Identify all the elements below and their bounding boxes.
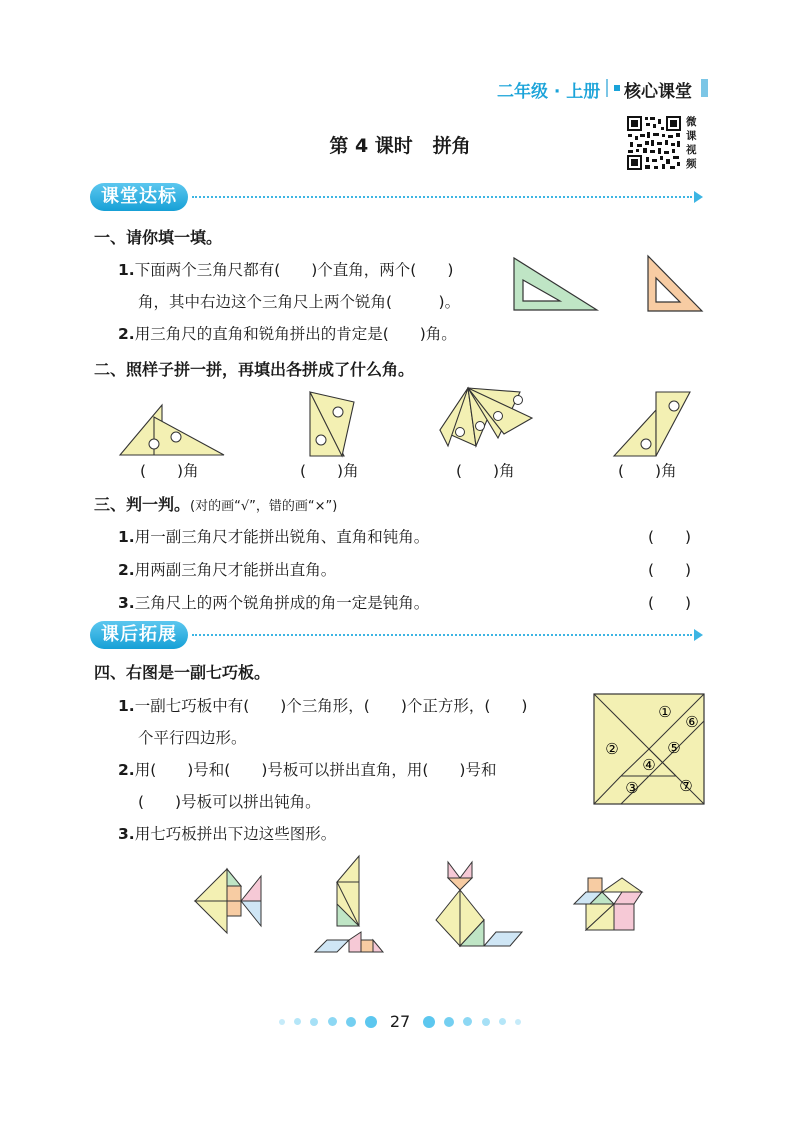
banner-practice — [90, 183, 710, 211]
footer-dot-icon — [294, 1018, 301, 1025]
banner-dotted-line — [192, 634, 692, 636]
footer-dot-icon — [423, 1016, 435, 1028]
header-bullet — [614, 85, 620, 91]
footer-dot-icon — [365, 1016, 377, 1028]
banner-dotted-line — [192, 196, 692, 198]
angle-figure-2 — [306, 390, 358, 460]
part3-item-3: 3.三角尺上的两个锐角拼成的角一定是钝角。 — [118, 594, 430, 612]
lesson-number: 第 4 课时 — [329, 135, 413, 157]
set-square-orange — [645, 254, 705, 314]
banner-practice-label: 课堂达标 — [90, 183, 188, 211]
part4-q1-line2: 个平行四边形。 — [138, 729, 247, 747]
footer-dot-icon — [279, 1019, 285, 1025]
angle-figure-3 — [436, 386, 536, 456]
part3-heading: 三、判一判。(对的画“√”，错的画“×”) — [94, 495, 338, 514]
part2-heading: 二、照样子拼一拼，再填出各拼成了什么角。 — [94, 360, 415, 379]
part3-item-1: 1.用一副三角尺才能拼出锐角、直角和钝角。 — [118, 528, 430, 546]
banner-arrow-icon — [694, 191, 703, 203]
footer-dot-icon — [515, 1019, 521, 1025]
part1-heading: 一、请你填一填。 — [94, 228, 223, 247]
part1-q2: 2.用三角尺的直角和锐角拼出的肯定是( )角。 — [118, 325, 457, 343]
angle-figure-1 — [118, 397, 226, 457]
footer-dot-icon — [346, 1017, 356, 1027]
tangram-label-4: ④ — [642, 756, 656, 774]
lesson-name: 拼角 — [432, 135, 471, 157]
footer-dot-icon — [482, 1018, 490, 1026]
banner-extension — [90, 621, 710, 649]
tangram-label-2: ② — [605, 740, 619, 758]
part4-q3: 3.用七巧板拼出下边这些图形。 — [118, 825, 337, 843]
footer-dot-icon — [444, 1017, 454, 1027]
tangram-boat — [313, 854, 385, 956]
part3-heading-note: (对的画“√”，错的画“×”) — [190, 499, 338, 514]
part3-item-2-blank[interactable]: ( ) — [648, 561, 692, 579]
header-bar — [701, 79, 708, 97]
part4-heading: 四、右图是一副七巧板。 — [94, 663, 271, 682]
footer-dot-icon — [463, 1017, 472, 1026]
header-divider — [606, 79, 608, 97]
part2-answer-3[interactable]: ( )角 — [456, 462, 515, 480]
page-number: 27 — [389, 1012, 411, 1031]
footer-dot-icon — [328, 1017, 337, 1026]
header-grade: 二年级 · 上册 — [497, 82, 601, 102]
part2-answer-2[interactable]: ( )角 — [300, 462, 359, 480]
tangram-label-3: ③ — [625, 779, 639, 797]
part3-item-3-blank[interactable]: ( ) — [648, 594, 692, 612]
footer-dot-icon — [499, 1018, 506, 1025]
qr-code[interactable] — [626, 115, 682, 171]
tangram-fish — [193, 866, 263, 936]
part3-item-1-blank[interactable]: ( ) — [648, 528, 692, 546]
footer-dot-icon — [310, 1018, 318, 1026]
tangram-board — [593, 693, 705, 805]
tangram-house — [572, 876, 644, 932]
part4-q2-line1: 2.用( )号和( )号板可以拼出直角，用( )号和 — [118, 761, 497, 779]
banner-arrow-icon — [694, 629, 703, 641]
part3-item-2: 2.用两副三角尺才能拼出直角。 — [118, 561, 337, 579]
header-section-title: 核心课堂 — [624, 82, 692, 102]
tangram-label-6: ⑥ — [685, 713, 699, 731]
part4-q1-line1: 1.一副七巧板中有( )个三角形，( )个正方形，( ) — [118, 697, 528, 715]
tangram-label-7: ⑦ — [679, 777, 693, 795]
part2-answer-4[interactable]: ( )角 — [618, 462, 677, 480]
tangram-label-5: ⑤ — [667, 739, 681, 757]
part2-answer-1[interactable]: ( )角 — [140, 462, 199, 480]
page-footer — [0, 1011, 800, 1031]
angle-figure-4 — [612, 390, 692, 458]
part1-q1-line1: 1.下面两个三角尺都有( )个直角，两个( ) — [118, 261, 454, 279]
tangram-cat — [434, 860, 524, 950]
qr-caption: 微 课 视 频 — [686, 116, 697, 170]
part4-q2-line2: ( )号板可以拼出钝角。 — [138, 793, 321, 811]
tangram-label-1: ① — [658, 703, 672, 721]
banner-extension-label: 课后拓展 — [90, 621, 188, 649]
part1-q1-line2: 角，其中右边这个三角尺上两个锐角( )。 — [138, 293, 461, 311]
set-square-green — [508, 256, 600, 312]
